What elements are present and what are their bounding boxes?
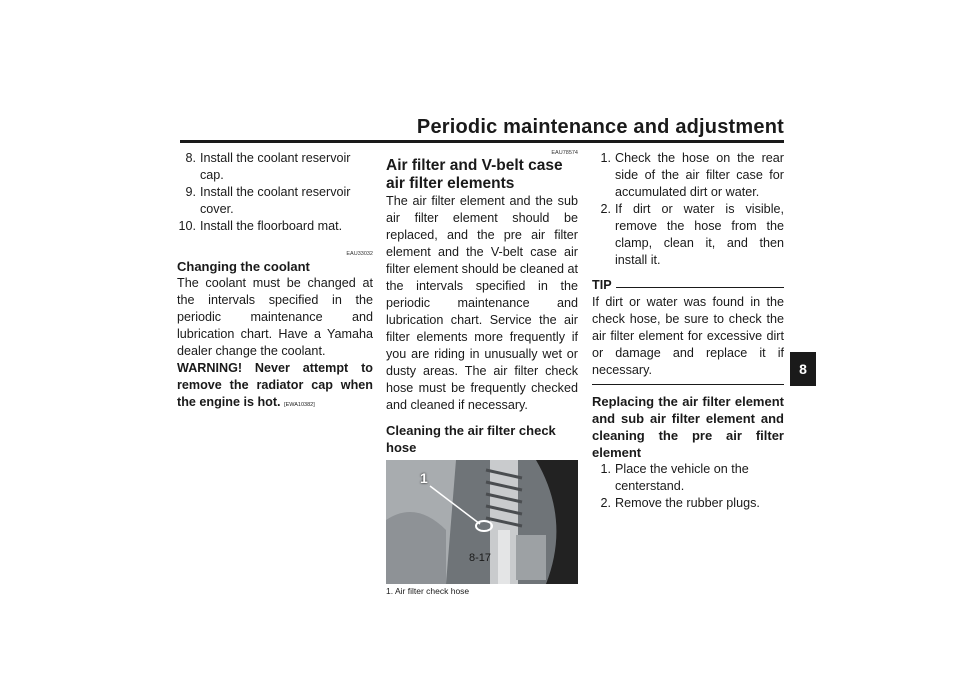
page-number: 8-17: [468, 552, 492, 564]
reference-code: EAU33032: [346, 251, 373, 257]
step-text: Install the floorboard mat.: [200, 219, 343, 233]
step-text: If dirt or water is visible, remove the hose from the clamp, clean it, and then install it.: [615, 202, 784, 267]
column-left: [177, 150, 373, 414]
step-text: Install the coolant reservoir cover.: [200, 185, 351, 216]
subheading: Cleaning the air filter check hose: [386, 423, 556, 455]
step-number: 9.: [185, 185, 196, 199]
subheading: Changing the coolant: [177, 259, 310, 274]
step-number: 2.: [600, 496, 611, 510]
section-title: Air filter and V-belt case air filter elements: [386, 157, 563, 192]
tip-label: TIP: [592, 278, 612, 292]
photo-illustration: [386, 460, 578, 584]
list-item: [177, 184, 373, 218]
subheading: Replacing the air filter element and sub air filter element and cleaning the pre air filter element: [592, 394, 784, 460]
reference-code: EAU78574: [551, 150, 578, 156]
body-text: The air filter element and the sub air filter element should be replaced, and the pre air filter element and the V-belt case air filter element should be cleaned at the intervals specified in the periodic maintenance and lubrication chart. Service the air filter elements more frequently if you are riding in unusually wet or dusty areas. The air filter check hose must be frequently checked and cleaned if necessary.: [386, 194, 578, 412]
step-list: [177, 150, 373, 235]
column-middle: [386, 150, 578, 597]
page-header-title: Periodic maintenance and adjustment: [416, 116, 784, 138]
list-item: [177, 218, 373, 235]
step-list: [592, 150, 784, 269]
step-number: 10.: [178, 219, 196, 233]
tip-rule: [616, 287, 784, 288]
photo-caption: 1. Air filter check hose: [386, 586, 470, 596]
list-item: [592, 461, 784, 495]
tip-end-rule: [592, 384, 784, 385]
step-text: Remove the rubber plugs.: [615, 496, 760, 510]
warning-message: WARNING! Never attempt to remove the radiator cap when the engine is hot.: [177, 361, 373, 409]
chapter-tab: 8: [790, 352, 816, 386]
step-number: 1.: [600, 462, 611, 476]
tip-header: [592, 277, 784, 294]
step-text: Install the coolant reservoir cap.: [200, 151, 351, 182]
step-number: 1.: [600, 151, 611, 165]
column-right: [592, 150, 784, 512]
list-item: [592, 201, 784, 269]
list-item: [177, 150, 373, 184]
body-text: The coolant must be changed at the intervals specified in the periodic maintenance and lubrication chart. Have a Yamaha dealer change the coolant.: [177, 276, 373, 358]
tip-text: If dirt or water was found in the check hose, be sure to check the air filter element for excessive dirt or damage and replace it if necessary.: [592, 295, 784, 377]
list-item: [592, 495, 784, 512]
step-list: [592, 461, 784, 512]
step-text: Check the hose on the rear side of the air filter case for accumulated dirt or water.: [615, 151, 784, 199]
callout-number: 1: [420, 470, 428, 486]
warning-code: [EWA10382]: [284, 402, 315, 408]
step-text: Place the vehicle on the centerstand.: [615, 462, 749, 493]
list-item: [592, 150, 784, 201]
air-filter-check-hose-photo: [386, 460, 578, 584]
step-number: 8.: [185, 151, 196, 165]
step-number: 2.: [600, 202, 611, 216]
warning-text: [177, 360, 373, 414]
header-rule: [180, 140, 784, 143]
